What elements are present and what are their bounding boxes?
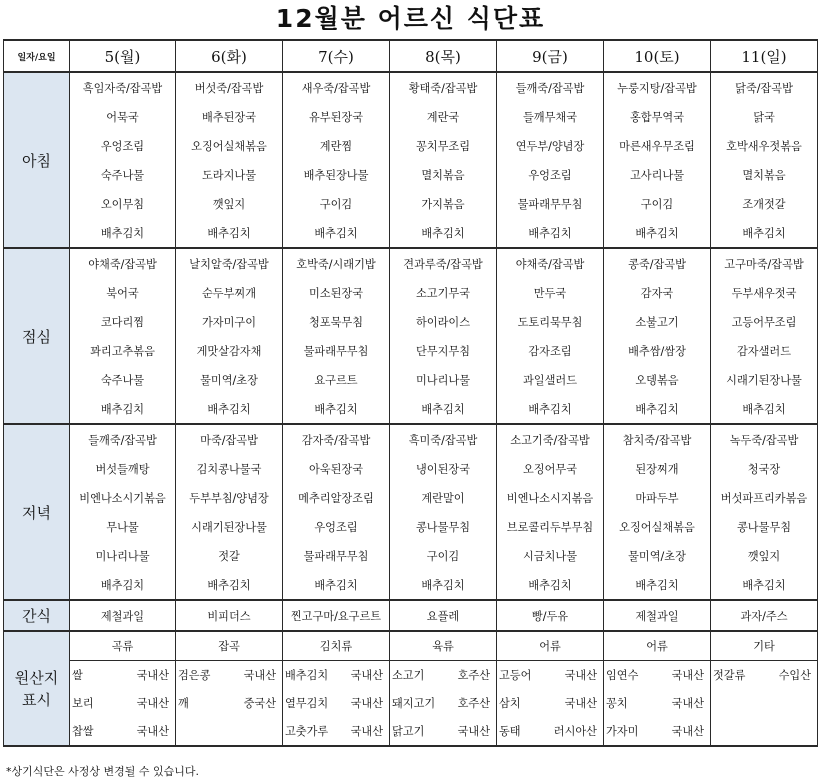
menu-cell: 감자죽/잡곡밥 bbox=[283, 424, 390, 454]
origin-pair bbox=[606, 667, 710, 683]
snack-cell: 찐고구마/요구르트 bbox=[283, 600, 390, 631]
menu-cell: 배추김치 bbox=[711, 218, 818, 248]
origin-label-line: 표시 bbox=[22, 690, 51, 709]
menu-cell: 구이김 bbox=[283, 189, 390, 218]
menu-cell: 깻잎지 bbox=[176, 189, 283, 218]
menu-cell: 유부된장국 bbox=[283, 102, 390, 131]
menu-cell: 메추리알장조림 bbox=[283, 483, 390, 512]
snack-cell: 제철과일 bbox=[70, 600, 176, 631]
menu-cell: 미나리나물 bbox=[390, 365, 497, 394]
origin-country: 국내산 bbox=[136, 725, 169, 738]
menu-cell: 꽁치무조림 bbox=[390, 131, 497, 160]
menu-cell: 우엉조림 bbox=[283, 512, 390, 541]
menu-cell: 계란찜 bbox=[283, 131, 390, 160]
origin-category: 잡곡 bbox=[176, 631, 283, 661]
menu-cell: 오이무침 bbox=[70, 189, 176, 218]
menu-cell: 된장찌개 bbox=[604, 454, 711, 483]
table-row bbox=[4, 365, 818, 394]
menu-cell: 시래기된장나물 bbox=[176, 512, 283, 541]
menu-cell: 마른새우무조림 bbox=[604, 131, 711, 160]
meal-label: 점심 bbox=[4, 248, 70, 424]
day-header: 7(수) bbox=[283, 40, 390, 72]
menu-cell: 계란말이 bbox=[390, 483, 497, 512]
origin-item: 깨 bbox=[178, 697, 189, 710]
menu-cell: 마파두부 bbox=[604, 483, 711, 512]
menu-cell: 요구르트 bbox=[283, 365, 390, 394]
origin-pair bbox=[713, 667, 817, 683]
menu-cell: 두부부침/양념장 bbox=[176, 483, 283, 512]
menu-cell: 도라지나물 bbox=[176, 160, 283, 189]
menu-cell: 감자조림 bbox=[497, 336, 604, 365]
origin-country: 국내산 bbox=[243, 669, 276, 682]
origin-pair bbox=[499, 723, 603, 739]
menu-cell: 날치알죽/잡곡밥 bbox=[176, 248, 283, 278]
menu-cell: 마죽/잡곡밥 bbox=[176, 424, 283, 454]
menu-cell: 호박새우젓볶음 bbox=[711, 131, 818, 160]
table-row bbox=[4, 278, 818, 307]
corner-label: 일자/요일 bbox=[4, 40, 70, 72]
origin-cell bbox=[711, 689, 818, 717]
day-header: 6(화) bbox=[176, 40, 283, 72]
origin-country: 중국산 bbox=[243, 697, 276, 710]
menu-cell: 아욱된장국 bbox=[283, 454, 390, 483]
snack-cell: 과자/주스 bbox=[711, 600, 818, 631]
origin-category: 어류 bbox=[497, 631, 604, 661]
snack-label: 간식 bbox=[4, 600, 70, 631]
origin-item: 검은콩 bbox=[178, 669, 211, 682]
origin-country: 국내산 bbox=[457, 725, 490, 738]
table-row bbox=[4, 102, 818, 131]
menu-cell: 멸치볶음 bbox=[711, 160, 818, 189]
header-row bbox=[4, 40, 818, 72]
table-row bbox=[4, 424, 818, 454]
origin-pair bbox=[285, 695, 389, 711]
menu-cell: 비엔나소시기볶음 bbox=[70, 483, 176, 512]
menu-cell: 오뎅볶음 bbox=[604, 365, 711, 394]
origin-pair bbox=[72, 723, 175, 739]
menu-cell: 물파래무무침 bbox=[283, 541, 390, 570]
snack-cell: 제철과일 bbox=[604, 600, 711, 631]
origin-cell bbox=[390, 689, 497, 717]
menu-cell: 들깨죽/잡곡밥 bbox=[497, 72, 604, 102]
table-row bbox=[4, 454, 818, 483]
table-row bbox=[4, 570, 818, 600]
origin-pair bbox=[392, 695, 496, 711]
origin-country: 호주산 bbox=[457, 669, 490, 682]
menu-cell: 구이김 bbox=[604, 189, 711, 218]
origin-cell bbox=[604, 717, 711, 746]
day-header: 8(목) bbox=[390, 40, 497, 72]
origin-row bbox=[4, 717, 818, 746]
menu-cell: 과일샐러드 bbox=[497, 365, 604, 394]
menu-cell: 배추김치 bbox=[176, 394, 283, 424]
origin-country: 국내산 bbox=[671, 725, 704, 738]
origin-country: 국내산 bbox=[671, 697, 704, 710]
menu-cell: 배추김치 bbox=[390, 394, 497, 424]
menu-cell: 배추김치 bbox=[283, 218, 390, 248]
origin-item: 돼지고기 bbox=[392, 697, 436, 710]
origin-cell bbox=[390, 717, 497, 746]
menu-cell: 물파래무무침 bbox=[283, 336, 390, 365]
origin-pair bbox=[72, 667, 175, 683]
snack-cell: 비피더스 bbox=[176, 600, 283, 631]
meal-label: 아침 bbox=[4, 72, 70, 248]
menu-cell: 가자미구이 bbox=[176, 307, 283, 336]
origin-category: 기타 bbox=[711, 631, 818, 661]
menu-cell: 도토리묵무침 bbox=[497, 307, 604, 336]
origin-cell bbox=[604, 661, 711, 690]
origin-cell bbox=[70, 717, 176, 746]
menu-cell: 배추김치 bbox=[176, 570, 283, 600]
origin-category: 곡류 bbox=[70, 631, 176, 661]
menu-cell: 오징어실채볶음 bbox=[604, 512, 711, 541]
origin-cell bbox=[283, 689, 390, 717]
origin-category-row bbox=[4, 631, 818, 661]
origin-country: 국내산 bbox=[136, 669, 169, 682]
origin-pair bbox=[606, 695, 710, 711]
menu-cell: 배추된장나물 bbox=[283, 160, 390, 189]
menu-cell: 미소된장국 bbox=[283, 278, 390, 307]
menu-cell: 흑임자죽/잡곡밥 bbox=[70, 72, 176, 102]
origin-pair bbox=[178, 667, 282, 683]
menu-cell: 미나리나물 bbox=[70, 541, 176, 570]
origin-pair bbox=[285, 723, 389, 739]
origin-country: 국내산 bbox=[564, 669, 597, 682]
origin-cell bbox=[497, 717, 604, 746]
origin-country: 국내산 bbox=[350, 669, 383, 682]
origin-cell bbox=[283, 661, 390, 690]
menu-cell: 소고기무국 bbox=[390, 278, 497, 307]
menu-cell: 고사리나물 bbox=[604, 160, 711, 189]
origin-label-line: 원산지 bbox=[14, 668, 59, 687]
origin-cell bbox=[70, 661, 176, 690]
origin-item: 동태 bbox=[499, 725, 521, 738]
menu-cell: 시금치나물 bbox=[497, 541, 604, 570]
day-header: 9(금) bbox=[497, 40, 604, 72]
origin-cell bbox=[176, 661, 283, 690]
menu-cell: 들깨무채국 bbox=[497, 102, 604, 131]
menu-cell: 배추김치 bbox=[176, 218, 283, 248]
menu-cell: 순두부찌개 bbox=[176, 278, 283, 307]
day-header: 11(일) bbox=[711, 40, 818, 72]
menu-cell: 참치죽/잡곡밥 bbox=[604, 424, 711, 454]
menu-cell: 배추김치 bbox=[711, 394, 818, 424]
origin-pair bbox=[606, 723, 710, 739]
origin-item: 젓갈류 bbox=[713, 669, 746, 682]
snack-cell: 요플레 bbox=[390, 600, 497, 631]
origin-item: 임연수 bbox=[606, 669, 639, 682]
origin-cell bbox=[70, 689, 176, 717]
menu-cell: 고구마죽/잡곡밥 bbox=[711, 248, 818, 278]
menu-cell: 어묵국 bbox=[70, 102, 176, 131]
menu-cell: 배추된장국 bbox=[176, 102, 283, 131]
menu-cell: 버섯들깨탕 bbox=[70, 454, 176, 483]
menu-cell: 코다리찜 bbox=[70, 307, 176, 336]
menu-cell: 물파래무무침 bbox=[497, 189, 604, 218]
origin-pair bbox=[392, 667, 496, 683]
origin-item: 배추김치 bbox=[285, 669, 329, 682]
menu-cell: 홍합무역국 bbox=[604, 102, 711, 131]
origin-country: 국내산 bbox=[564, 697, 597, 710]
table-row bbox=[4, 307, 818, 336]
table-row bbox=[4, 394, 818, 424]
origin-category: 육류 bbox=[390, 631, 497, 661]
origin-pair bbox=[72, 695, 175, 711]
menu-cell: 새우죽/잡곡밥 bbox=[283, 72, 390, 102]
table-row bbox=[4, 512, 818, 541]
menu-cell: 호박죽/시래기밥 bbox=[283, 248, 390, 278]
origin-cell bbox=[711, 661, 818, 690]
menu-cell: 배추김치 bbox=[604, 394, 711, 424]
menu-cell: 깻잎지 bbox=[711, 541, 818, 570]
table-row bbox=[4, 336, 818, 365]
origin-category: 어류 bbox=[604, 631, 711, 661]
menu-cell: 오징어실채볶음 bbox=[176, 131, 283, 160]
snack-cell: 빵/두유 bbox=[497, 600, 604, 631]
table-row bbox=[4, 541, 818, 570]
menu-cell: 구이김 bbox=[390, 541, 497, 570]
menu-cell: 배추김치 bbox=[390, 218, 497, 248]
day-header: 10(토) bbox=[604, 40, 711, 72]
table-row bbox=[4, 189, 818, 218]
origin-item: 고춧가루 bbox=[285, 725, 329, 738]
menu-cell: 게맛살감자채 bbox=[176, 336, 283, 365]
origin-item: 보리 bbox=[72, 697, 94, 710]
menu-cell: 배추김치 bbox=[283, 394, 390, 424]
footnote: *상기식단은 사정상 변경될 수 있습니다. bbox=[6, 765, 199, 778]
menu-cell: 견과루죽/잡곡밥 bbox=[390, 248, 497, 278]
menu-cell: 조개젓갈 bbox=[711, 189, 818, 218]
menu-cell: 녹두죽/잡곡밥 bbox=[711, 424, 818, 454]
menu-cell: 꽈리고추볶음 bbox=[70, 336, 176, 365]
menu-cell: 배추김치 bbox=[604, 218, 711, 248]
menu-cell: 감자샐러드 bbox=[711, 336, 818, 365]
menu-cell: 하이라이스 bbox=[390, 307, 497, 336]
origin-item: 소고기 bbox=[392, 669, 425, 682]
menu-cell: 우엉조림 bbox=[70, 131, 176, 160]
origin-category: 김치류 bbox=[283, 631, 390, 661]
origin-country: 수입산 bbox=[778, 669, 811, 682]
menu-cell: 젓갈 bbox=[176, 541, 283, 570]
menu-cell: 버섯파프리카볶음 bbox=[711, 483, 818, 512]
menu-cell: 김치콩나물국 bbox=[176, 454, 283, 483]
menu-cell: 배추쌈/쌈장 bbox=[604, 336, 711, 365]
menu-table bbox=[3, 39, 818, 747]
origin-item: 삼치 bbox=[499, 697, 521, 710]
origin-item: 고등어 bbox=[499, 669, 532, 682]
origin-item: 쌀 bbox=[72, 669, 83, 682]
origin-country: 러시아산 bbox=[553, 725, 597, 738]
menu-cell: 단무지무침 bbox=[390, 336, 497, 365]
menu-cell: 고등어무조림 bbox=[711, 307, 818, 336]
menu-cell: 들깨죽/잡곡밥 bbox=[70, 424, 176, 454]
origin-item: 닭고기 bbox=[392, 725, 425, 738]
snack-row bbox=[4, 600, 818, 631]
origin-cell bbox=[604, 689, 711, 717]
menu-cell: 비엔나소시지볶음 bbox=[497, 483, 604, 512]
menu-cell: 배추김치 bbox=[70, 570, 176, 600]
origin-country: 국내산 bbox=[671, 669, 704, 682]
origin-cell bbox=[497, 689, 604, 717]
menu-cell: 닭국 bbox=[711, 102, 818, 131]
origin-item: 열무김치 bbox=[285, 697, 329, 710]
origin-country: 국내산 bbox=[350, 697, 383, 710]
menu-cell: 배추김치 bbox=[497, 570, 604, 600]
origin-pair bbox=[499, 695, 603, 711]
menu-cell: 가지볶음 bbox=[390, 189, 497, 218]
origin-row bbox=[4, 661, 818, 690]
origin-cell bbox=[711, 717, 818, 746]
menu-cell: 흑미죽/잡곡밥 bbox=[390, 424, 497, 454]
menu-cell: 청포묵무침 bbox=[283, 307, 390, 336]
menu-cell: 계란국 bbox=[390, 102, 497, 131]
menu-cell: 콩나물무침 bbox=[711, 512, 818, 541]
menu-cell: 만두국 bbox=[497, 278, 604, 307]
origin-row bbox=[4, 689, 818, 717]
origin-pair bbox=[392, 723, 496, 739]
meal-label: 저녁 bbox=[4, 424, 70, 600]
menu-cell: 숙주나물 bbox=[70, 365, 176, 394]
menu-cell: 배추김치 bbox=[497, 394, 604, 424]
menu-cell: 브로콜리두부무침 bbox=[497, 512, 604, 541]
origin-cell bbox=[176, 717, 283, 746]
table-row bbox=[4, 131, 818, 160]
menu-cell: 닭죽/잡곡밥 bbox=[711, 72, 818, 102]
menu-cell: 무나물 bbox=[70, 512, 176, 541]
menu-cell: 두부새우젓국 bbox=[711, 278, 818, 307]
menu-cell: 배추김치 bbox=[604, 570, 711, 600]
menu-cell: 야채죽/잡곡밥 bbox=[70, 248, 176, 278]
menu-cell: 북어국 bbox=[70, 278, 176, 307]
menu-cell: 배추김치 bbox=[497, 218, 604, 248]
menu-cell: 배추김치 bbox=[711, 570, 818, 600]
menu-cell: 감자국 bbox=[604, 278, 711, 307]
origin-item: 꽁치 bbox=[606, 697, 628, 710]
menu-cell: 소불고기 bbox=[604, 307, 711, 336]
table-row bbox=[4, 218, 818, 248]
origin-cell bbox=[390, 661, 497, 690]
table-row bbox=[4, 72, 818, 102]
menu-cell: 배추김치 bbox=[70, 394, 176, 424]
menu-cell: 버섯죽/잡곡밥 bbox=[176, 72, 283, 102]
menu-cell: 배추김치 bbox=[283, 570, 390, 600]
menu-cell: 배추김치 bbox=[70, 218, 176, 248]
menu-cell: 물미역/초장 bbox=[604, 541, 711, 570]
origin-cell bbox=[176, 689, 283, 717]
origin-pair bbox=[285, 667, 389, 683]
page-title: 12월분 어르신 식단표 bbox=[275, 4, 546, 33]
table-row bbox=[4, 160, 818, 189]
origin-label bbox=[4, 631, 70, 746]
menu-cell: 오징어무국 bbox=[497, 454, 604, 483]
menu-cell: 물미역/초장 bbox=[176, 365, 283, 394]
day-header: 5(월) bbox=[70, 40, 176, 72]
menu-cell: 숙주나물 bbox=[70, 160, 176, 189]
menu-cell: 배추김치 bbox=[390, 570, 497, 600]
origin-pair bbox=[499, 667, 603, 683]
menu-cell: 황태죽/잡곡밥 bbox=[390, 72, 497, 102]
origin-item: 찹쌀 bbox=[72, 725, 94, 738]
table-row bbox=[4, 248, 818, 278]
origin-country: 국내산 bbox=[136, 697, 169, 710]
origin-cell bbox=[283, 717, 390, 746]
table-row bbox=[4, 483, 818, 512]
menu-cell: 냉이된장국 bbox=[390, 454, 497, 483]
menu-cell: 청국장 bbox=[711, 454, 818, 483]
menu-cell: 연두부/양념장 bbox=[497, 131, 604, 160]
origin-country: 국내산 bbox=[350, 725, 383, 738]
menu-cell: 콩나물무침 bbox=[390, 512, 497, 541]
menu-cell: 멸치볶음 bbox=[390, 160, 497, 189]
menu-cell: 시래기된장나물 bbox=[711, 365, 818, 394]
menu-cell: 소고기죽/잡곡밥 bbox=[497, 424, 604, 454]
menu-cell: 야채죽/잡곡밥 bbox=[497, 248, 604, 278]
origin-country: 호주산 bbox=[457, 697, 490, 710]
origin-cell bbox=[497, 661, 604, 690]
menu-cell: 우엉조림 bbox=[497, 160, 604, 189]
menu-cell: 콩죽/잡곡밥 bbox=[604, 248, 711, 278]
origin-item: 가자미 bbox=[606, 725, 639, 738]
origin-pair bbox=[178, 695, 282, 711]
menu-cell: 누룽지탕/잡곡밥 bbox=[604, 72, 711, 102]
